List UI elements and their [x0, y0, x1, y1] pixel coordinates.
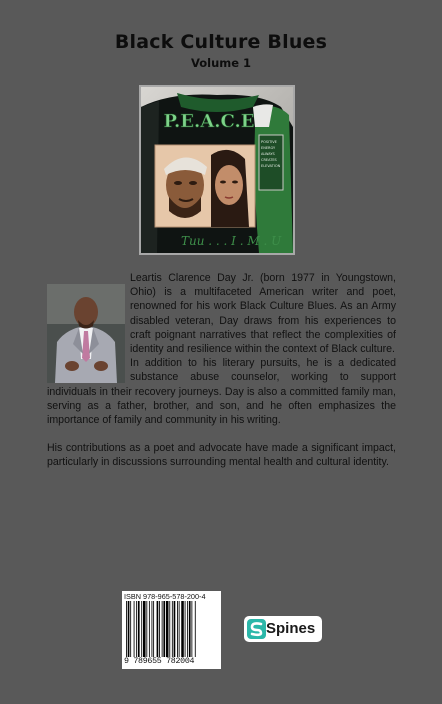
author-bio: [47, 271, 396, 470]
barcode-bar: [191, 601, 192, 657]
isbn-digits: 9 789655 782004: [124, 657, 195, 666]
barcode-bar: [126, 601, 127, 657]
svg-text:ALWAYS: ALWAYS: [261, 152, 275, 156]
svg-text:CREATES: CREATES: [261, 158, 277, 162]
svg-text:POSITIVE: POSITIVE: [261, 140, 277, 144]
barcode-bar: [187, 601, 188, 657]
bio-paragraph-3: His contributions as a poet and advocate have made a significant impact, particularly in discussions surrounding mental health and cultural identity.: [47, 442, 396, 469]
barcode-bar: [162, 601, 163, 657]
barcode-bar: [189, 601, 191, 657]
barcode-bar: [134, 601, 135, 657]
barcode-bar: [130, 601, 131, 657]
bio-paragraph-2: In addition to his literary pursuits, he is a dedicated substance abuse counselor, working to support individuals in their recovery journeys. Day is also a committed family man, serving as a father, brother, and son, and he often emphasizes the importance of family and community in his writing.: [47, 357, 396, 427]
barcode-bar: [166, 601, 169, 657]
barcode-bar: [149, 601, 150, 657]
cover-artwork: [141, 87, 293, 253]
jacket-lettering: P.E.A.C.E: [163, 111, 255, 132]
barcode-bar: [163, 601, 165, 657]
svg-text:ENERGY: ENERGY: [261, 146, 276, 150]
barcode-bar: [153, 601, 154, 657]
barcode-bar: [181, 601, 184, 657]
spines-logo-icon: [247, 619, 266, 639]
volume-label: Volume 1: [190, 56, 252, 70]
barcode-bar: [159, 601, 160, 657]
barcode-bar: [172, 601, 173, 657]
isbn-label: ISBN 978-965-578-200-4: [124, 592, 206, 601]
bio-paragraph-1: Leartis Clarence Day Jr. (born 1977 in Youngstown, Ohio) is a multifaceted American writer and poet, renowned for his work Black Culture Blues. As an Army disabled veteran, Day draws from his experiences to craft poignant narratives that reflect the complexities of identity and resilience within the context of Black culture.: [130, 272, 396, 356]
barcode-bar: [157, 601, 159, 657]
barcode-bar: [146, 601, 147, 657]
barcode-bar: [177, 601, 178, 657]
svg-text:ELEVATION: ELEVATION: [261, 164, 281, 168]
publisher-name: Spines: [266, 620, 316, 637]
barcode-bars: [126, 601, 217, 657]
book-title: Black Culture Blues: [114, 31, 328, 53]
barcode-bar: [185, 601, 186, 657]
front-cover-thumbnail: [139, 85, 295, 255]
barcode-bar: [195, 601, 196, 657]
barcode-bar: [128, 601, 130, 657]
publisher-logo: [244, 616, 322, 642]
svg-text:Tuu . . . I . M . U: Tuu . . . I . M . U: [181, 234, 282, 248]
barcode-bar: [143, 601, 146, 657]
barcode-bar: [141, 601, 142, 657]
barcode-bar: [138, 601, 140, 657]
barcode-bar: [152, 601, 153, 657]
isbn-barcode: [122, 591, 221, 669]
barcode-bar: [174, 601, 176, 657]
barcode-bar: [179, 601, 180, 657]
barcode-bar: [136, 601, 137, 657]
barcode-bar: [169, 601, 170, 657]
